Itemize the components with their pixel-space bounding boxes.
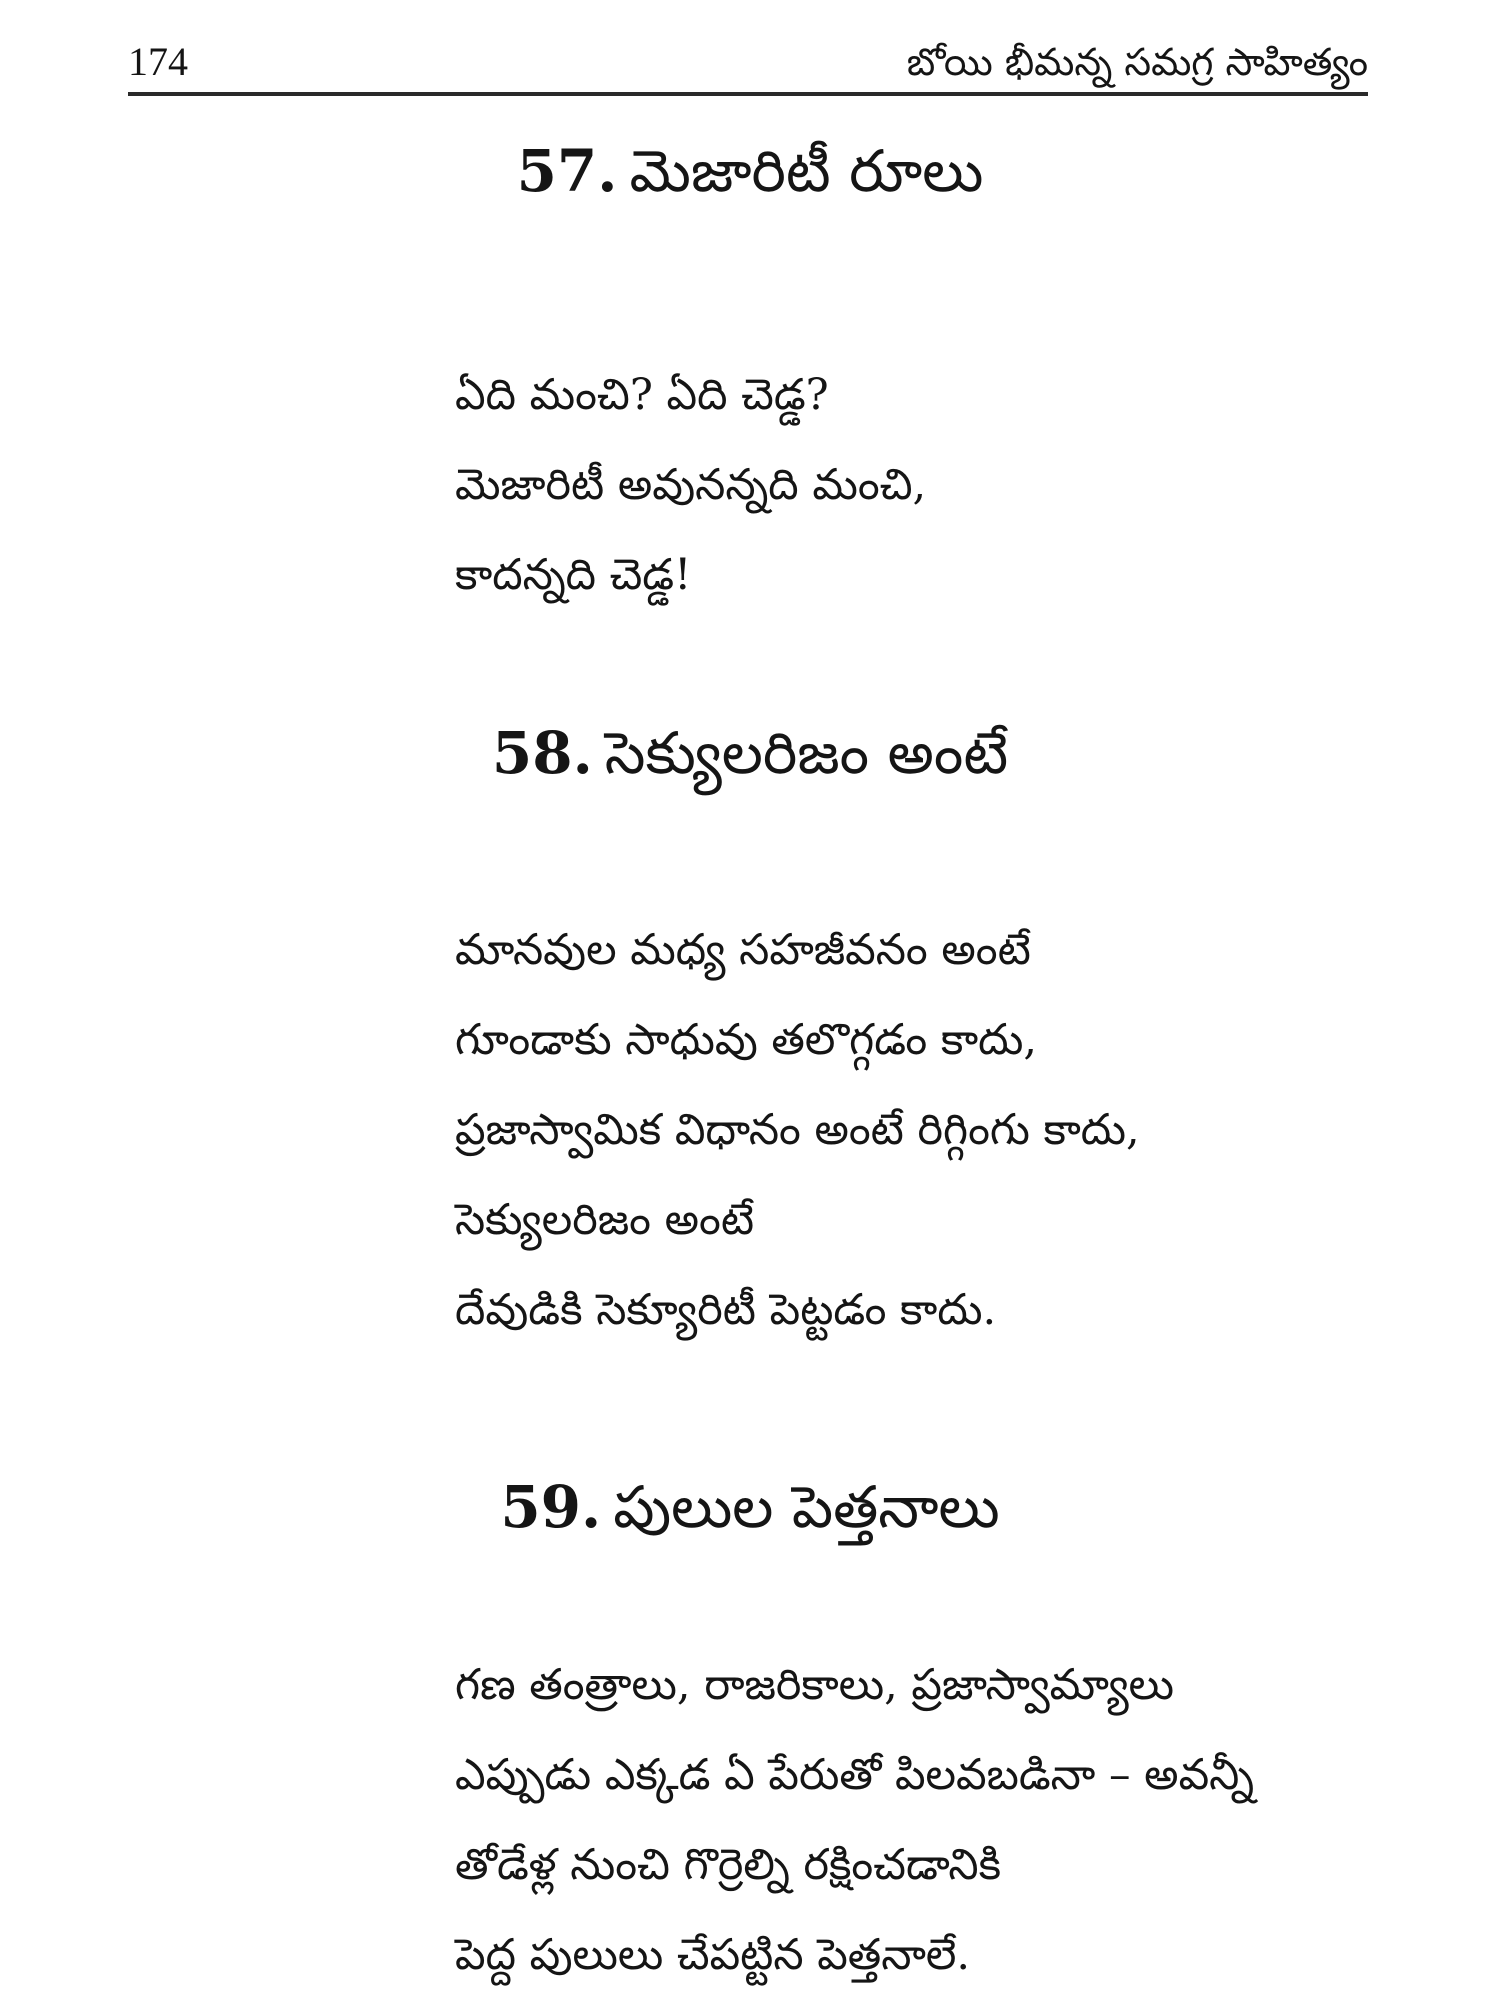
section-title-text: సెక్యులరిజం అంటే	[604, 719, 1009, 787]
section-number: 57.	[516, 137, 618, 205]
poem-57	[455, 350, 1455, 620]
section-title-57	[0, 136, 1500, 206]
header-rule	[128, 92, 1368, 96]
section-title-text: మెజారిటీ రూలు	[629, 137, 984, 205]
running-head: బోయి భీమన్న సమగ్ర సాహిత్యం	[906, 40, 1368, 84]
poem-59	[455, 1640, 1455, 2000]
poem-line: దేవుడికి సెక్యూరిటీ పెట్టడం కాదు.	[455, 1285, 997, 1335]
section-title-58	[0, 718, 1500, 788]
poem-line: మెజారిటీ అవునన్నది మంచి,	[455, 460, 927, 510]
poem-line: ప్రజాస్వామిక విధానం అంటే రిగ్గింగు కాదు,	[455, 1105, 1140, 1155]
poem-line: ఎప్పుడు ఎక్కడ ఏ పేరుతో పిలవబడినా – అవన్నీ	[455, 1750, 1254, 1800]
page-number: 174	[128, 39, 188, 84]
poem-line: మానవుల మధ్య సహజీవనం అంటే	[455, 925, 1031, 975]
poem-line: ఏది మంచి? ఏది చెడ్డ?	[455, 370, 829, 420]
poem-line: పెద్ద పులులు చేపట్టిన పెత్తనాలే.	[455, 1930, 971, 1980]
poem-line: సెక్యులరిజం అంటే	[455, 1195, 755, 1245]
poem-line: కాదన్నది చెడ్డ!	[455, 550, 692, 600]
section-title-text: పులుల పెత్తనాలు	[613, 1473, 1000, 1541]
section-number: 59.	[500, 1473, 602, 1541]
section-number: 58.	[491, 719, 593, 787]
page-header	[128, 30, 1368, 96]
poem-line: తోడేళ్ల నుంచి గొర్రెల్ని రక్షించడానికి	[455, 1840, 1002, 1890]
poem-line: గూండాకు సాధువు తలొగ్గడం కాదు,	[455, 1015, 1038, 1065]
section-title-59	[0, 1472, 1500, 1542]
poem-line: గణ తంత్రాలు, రాజరికాలు, ప్రజాస్వామ్యాలు	[455, 1660, 1175, 1710]
poem-58	[455, 905, 1455, 1355]
